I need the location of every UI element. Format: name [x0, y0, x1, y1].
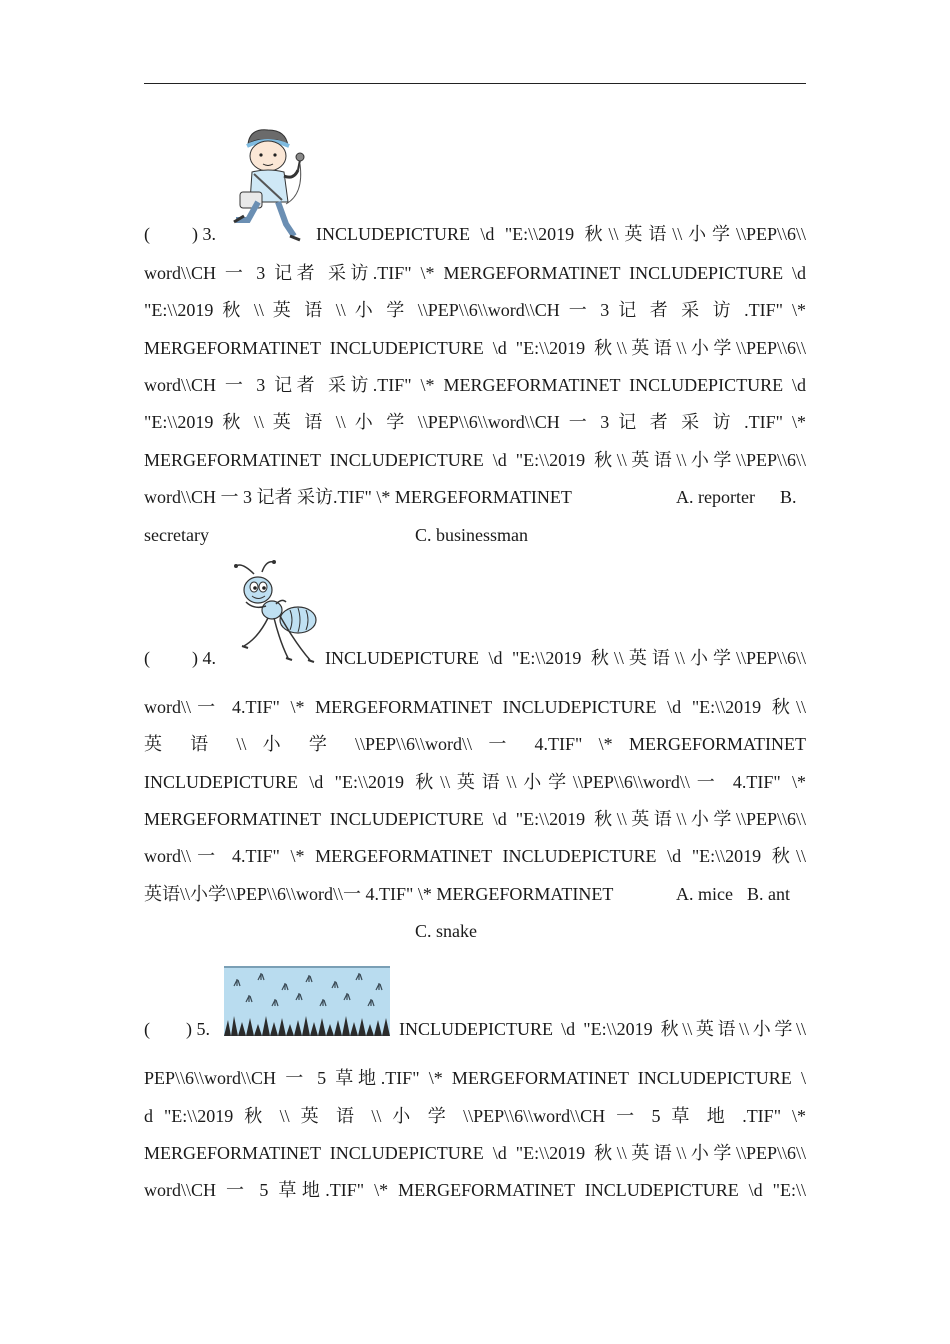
question-5-line-3: d "E:\\2019 秋 \\ 英 语 \\ 小 学 \\PEP\\6\\word\\CH 一 5 草 地 .TIF" \* [144, 1106, 806, 1126]
option-b[interactable]: B. ant [747, 884, 790, 904]
question-3-line-2: word\\CH 一 3 记者 采访.TIF" \* MERGEFORMATINET INCLUDEPICTURE \d [144, 263, 806, 283]
question-3-line-5: word\\CH 一 3 记者 采访.TIF" \* MERGEFORMATINET INCLUDEPICTURE \d [144, 375, 806, 395]
ant-image [232, 558, 320, 666]
question-4-line-6: word\\一 4.TIF" \* MERGEFORMATINET INCLUDEPICTURE \d "E:\\2019 秋\\ [144, 846, 806, 866]
question-3-line-1: INCLUDEPICTURE \d "E:\\2019 秋\\英语\\小学\\PEP\\6\\ [316, 224, 806, 244]
grassland-image [224, 966, 390, 1036]
question-4-head [144, 647, 216, 669]
option-c[interactable]: C. businessman [415, 525, 529, 545]
question-number: 5. [196, 1019, 210, 1039]
question-5-head [144, 1018, 210, 1040]
header-rule [144, 83, 806, 84]
question-5-line-5: word\\CH 一 5 草地.TIF" \* MERGEFORMATINET INCLUDEPICTURE \d "E:\\ [144, 1180, 806, 1200]
reporter-boy-image [230, 124, 306, 242]
question-4-line-7: 英语\\小学\\PEP\\6\\word\\一 4.TIF" \* MERGEFORMATINET [144, 884, 614, 904]
question-4-line-5: MERGEFORMATINET INCLUDEPICTURE \d "E:\\2019 秋\\英语\\小学\\PEP\\6\\ [144, 809, 806, 829]
option-c[interactable]: C. snake [415, 921, 477, 941]
answer-paren-close: ) [186, 1019, 192, 1039]
question-3-line-7: MERGEFORMATINET INCLUDEPICTURE \d "E:\\2019 秋\\英语\\小学\\PEP\\6\\ [144, 450, 806, 470]
question-3-line-8: word\\CH 一 3 记者 采访.TIF" \* MERGEFORMATINET [144, 487, 572, 507]
question-3-line-3: "E:\\2019 秋 \\ 英 语 \\ 小 学 \\PEP\\6\\word\\CH 一 3 记 者 采 访 .TIF" \* [144, 300, 806, 320]
question-4-line-3: 英 语 \\ 小 学 \\PEP\\6\\word\\ 一 4.TIF" \* MERGEFORMATINET [144, 734, 806, 754]
question-4-line-2: word\\一 4.TIF" \* MERGEFORMATINET INCLUDEPICTURE \d "E:\\2019 秋\\ [144, 697, 806, 717]
question-3-line-4: MERGEFORMATINET INCLUDEPICTURE \d "E:\\2019 秋\\英语\\小学\\PEP\\6\\ [144, 338, 806, 358]
question-5-line-2: PEP\\6\\word\\CH 一 5 草地.TIF" \* MERGEFORMATINET INCLUDEPICTURE \ [144, 1068, 806, 1088]
option-b[interactable]: B. [780, 487, 797, 507]
question-5-line-4: MERGEFORMATINET INCLUDEPICTURE \d "E:\\2019 秋\\英语\\小学\\PEP\\6\\ [144, 1143, 806, 1163]
question-4-line-4: INCLUDEPICTURE \d "E:\\2019 秋\\英语\\小学\\PEP\\6\\word\\一 4.TIF" \* [144, 772, 806, 792]
answer-paren-open: ( [144, 224, 150, 244]
option-a[interactable]: A. mice [676, 884, 733, 904]
answer-paren-close: ) [192, 224, 198, 244]
question-number: 3. [202, 224, 216, 244]
question-3-line-6: "E:\\2019 秋 \\ 英 语 \\ 小 学 \\PEP\\6\\word\\CH 一 3 记 者 采 访 .TIF" \* [144, 412, 806, 432]
answer-paren-open: ( [144, 1019, 150, 1039]
question-3-head [144, 223, 216, 245]
answer-paren-open: ( [144, 648, 150, 668]
question-5-line-1: INCLUDEPICTURE \d "E:\\2019 秋\\英语\\小学\\ [399, 1019, 806, 1039]
question-number: 4. [202, 648, 216, 668]
option-a[interactable]: A. reporter [676, 487, 755, 507]
option-b-text[interactable]: secretary [144, 525, 209, 545]
answer-paren-close: ) [192, 648, 198, 668]
question-4-line-1: INCLUDEPICTURE \d "E:\\2019 秋\\英语\\小学\\PEP\\6\\ [325, 648, 806, 668]
